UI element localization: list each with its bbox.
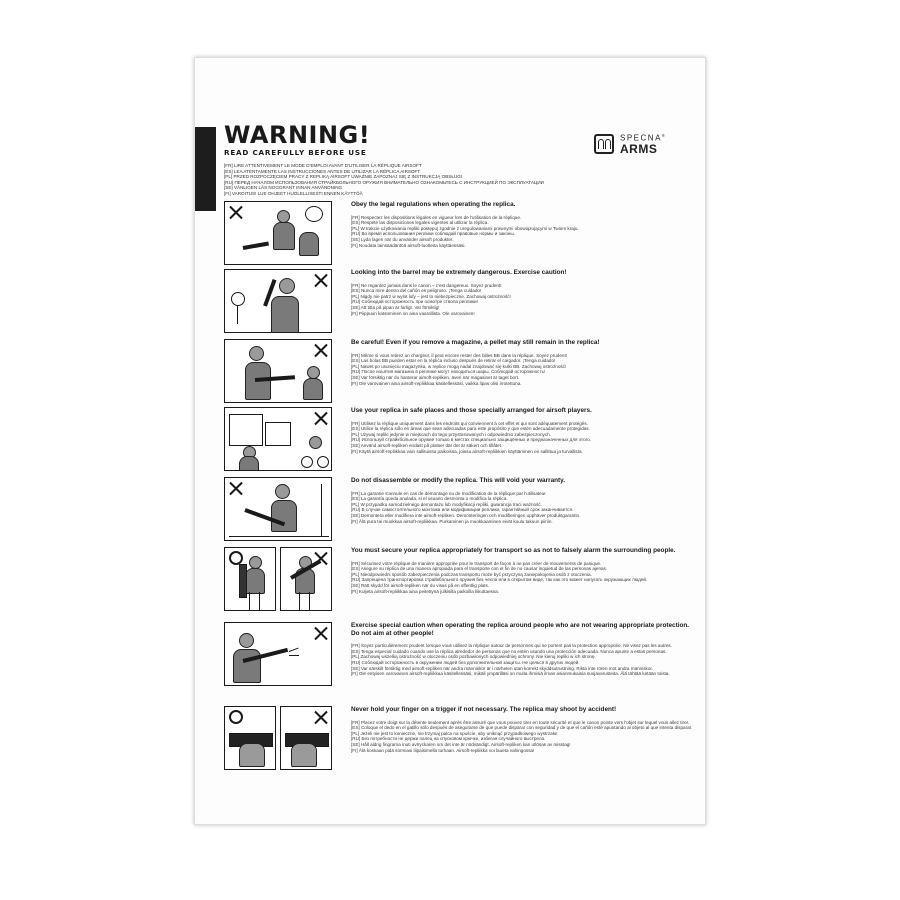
gun-case-icon: [239, 564, 247, 598]
rule-heading: Be careful! Even if you remove a magazine, a pellet may still remain in the replica!: [351, 339, 600, 346]
rule-text: [351, 269, 696, 316]
language-list: [224, 163, 694, 197]
rule-text: [351, 547, 696, 594]
rule-text: [351, 407, 696, 454]
illustration-panel: [224, 201, 332, 265]
language-line: [FI] VAROITUS! LUE OHJEET HUOLELLISESTI ENNEN KÄYTTÖÄ: [224, 190, 363, 196]
side-accent-bar: [195, 127, 216, 211]
rule-text: [351, 201, 696, 248]
rule-text: [351, 477, 696, 524]
brand-emblem-icon: [594, 134, 614, 154]
illustration-panel: [224, 269, 332, 333]
language-line: [SE] VÄNLIGEN LÄS NOGGRANT INNAN ANVÄNDNING: [224, 185, 343, 191]
illustration-barrel: [224, 269, 332, 333]
illustration-panel-allowed: [224, 706, 276, 770]
rule-translations: [FR] Sécurisez votre réplique de manière appropriée pour le transport de façon à ne pas créer de mouvements de panique. [ES] Asegure su réplica de una manera apropiada para el transporte con el fin de no causar inquietud de las personas ajenas. [PL] Nieodpowiedni sposób zabezpieczenia podczas transportu może być przyczyną zaniepokojenia osób z otoczenia. [RU] Запрещена транспортировка страйкбольного оружия без чехла или в открытом виде, так как это может напугать окружающих людей. [SE] Rätt skydd för airsoft-repliken när du visas på en offentlig plats. [FI] Kuljeta airsoft-repliikkaa aina peitettynä julkisilla paikoilla liikuttaessa.: [351, 560, 648, 594]
warning-title: WARNING!: [224, 121, 371, 149]
rule-translations: [FR] Ne regardez jamais dans le canon – c'est dangereux. Soyez prudent! [ES] Nunca mire dentro del cañón es peligroso. ¡Tenga cuidado! [PL] Nigdy nie patrz w wylot lufy – jest to niebezpieczne. Zachowaj ostrożność! [RU] Соблюдай осторожность при осмотре ствола реплики! [SE] Att titta på pipan är farligt. Var försiktig! [FI] Piippuun katsominen on aina vaarallista. Ole varovainen!: [351, 282, 511, 316]
brand-name-top: SPECNA®: [620, 133, 667, 143]
illustration-pellet: [224, 339, 332, 403]
illustration-panel-allowed: [224, 547, 276, 611]
prohibited-cross-icon: [314, 626, 328, 640]
police-badge-icon: [305, 206, 323, 222]
rule-heading: Use your replica in safe places and those specially arranged for airsoft players.: [351, 407, 592, 414]
hand-icon: [291, 743, 317, 767]
allowed-circle-icon: [229, 710, 243, 724]
brand-name-bottom: ARMS: [620, 142, 658, 156]
illustration-panel-prohibited: [280, 547, 332, 611]
rule-translations: [FR] Même si vous retirez un chargeur, il peut encore rester des billes BB dans la réplique. Soyez prudent! [ES] Las bolas BB pueden estar en la réplica incluso después de retirar el cargador. ¡Tenga cuidado! [PL] Nawet po usunięciu magazynka, w replice mogą nadal znajdować się kulki BB. Zachowaj ostrożność! [RU] После изъятия магазина в реплике могут находиться шары. Соблюдай осторожность! [SE] Var försiktig när du hanterar airsoft-repliken, även när magasinet är taget bort. [FI] Ole varovainen aina airsoft-repliikkaa käsitellessäsi, vaikka lipas olisi irrotettuna.: [351, 352, 568, 386]
rule-translations: [FR] Utilisez la réplique uniquement dans les endroits qui conviennent à cet effet et qui sont adéquatement protégés. [ES] Utilice la réplica sólo en áreas que sean adecuadas para este propósito y que estén adecuadamente protegidas. [PL] Używaj repliki jedynie w miejscach do tego przystosowanych i odpowiednio zabezpieczonych. [RU] Используй страйкбольное оружие только в местах специально защищённых и предназначенных для этого. [SE] Använd airsoft-repliken endast på platser där det är säkert och tillåtet. [FI] Käytä airsoft-repliikkaa vain sallituissa paikoissa, joissa airsoft-repliikkien käyttäminen on sallittua ja turvallista.: [351, 420, 592, 454]
illustration-trigger: [224, 706, 332, 770]
illustration-disassembly: [224, 477, 332, 541]
rule-heading: Do not disassemble or modify the replica. This will void your warranty.: [351, 477, 566, 484]
rule-text: [351, 706, 696, 753]
language-line: [ES] LEA ATENTAMENTE LAS INSTRUCCIONES ANTES DE UTILIZAR LA RÉPLICA AIRSOFT: [224, 168, 421, 174]
allowed-circle-icon: [229, 551, 243, 565]
hand-icon: [239, 743, 265, 767]
illustration-legal: [224, 201, 332, 265]
rule-translations: [FR] Placez votre doigt sur la détente seulement après être assuré que vous pouvez tirer en toute sécurité et que le canon pointe vers l'objet sur lequel vous allez tirer. [ES] Coloque el dedo en el gatillo sólo después de asegurarse de que puede disparar con seguridad y de que el cañón esté apuntando al objeto al que intenta disparar. [PL] Jeżeli nie jest to konieczne, nie trzymaj palca na spuście, aby uniknąć przypadkowego wystrzału! [RU] Без потребности не держи палец на спусковом крючке, избегая случайного выстрела. [SE] Håll aldrig fingrarna inuti avtryckaren om det inte är nödvändigt. Airsoft-repliken kan utlösas av misstag! [FI] Älä koskaan pidä sormiasi liipaisimella turhaan. Airsoft-repliikka voi laueta vahingossa!: [351, 719, 693, 753]
language-line: [FR] LIRE ATTENTIVEMENT LE MODE D'EMPLOI AVANT D'UTILISER LA RÉPLIQUE AIRSOFT: [224, 163, 422, 168]
rule-text: [351, 339, 696, 386]
building-icon: [265, 422, 291, 446]
illustration-panel: [224, 339, 332, 403]
rule-heading: Never hold your finger on a trigger if not necessary. The replica may shoot by accident!: [351, 706, 617, 713]
prohibited-cross-icon: [314, 343, 328, 357]
language-line: [PL] PRZED ROZPOCZĘCIEM PRACY Z REPLIKĄ AIRSOFT UWAŻNIE ZAPOZNAJ SIĘ Z INSTRUKCJĄ OBSŁUGI: [224, 174, 463, 180]
prohibited-cross-icon: [314, 710, 328, 724]
warning-subtitle: READ CAREFULLY BEFORE USE: [224, 148, 367, 157]
prohibited-cross-icon: [229, 481, 243, 495]
illustration-panel: [224, 407, 332, 471]
prohibited-cross-icon: [314, 411, 328, 425]
illustration-protection: [224, 622, 332, 686]
rule-heading: You must secure your replica appropriately for transport so as not to falsely alarm the surrounding people.: [351, 547, 676, 554]
bicycle-wheel-icon: [317, 456, 329, 468]
building-icon: [229, 414, 263, 446]
rule-translations: [FR] La garantie s'annule en cas de démontage ou de modification de la réplique par l'utilisateur. [ES] La garantía queda anulada, si el usuario desmonta o modifica la réplica. [PL] W przypadku samodzielnego demontażu lub modyfikacji repliki, gwarancja traci ważność. [RU] В случае самостоятельного монтажа или модификации реплики, гарантийный срок заканчивается. [SE] Demontera eller modifiera inte airsoft-repliken. Demonteringen och modifieringen upphäver produktgarantin. [FI] Älä pura tai muokkaa airsoft-repliikkaa. Purkaminen ja muokkaaminen eivät kuulu takuun piiriin.: [351, 490, 581, 524]
rule-text: [351, 622, 696, 677]
illustration-panel: [224, 477, 332, 541]
warning-sheet: [194, 57, 706, 825]
rule-heading: Obey the legal regulations when operating the replica.: [351, 201, 516, 208]
illustration-safe-places: [224, 407, 332, 471]
bicycle-wheel-icon: [301, 456, 313, 468]
rule-heading: Looking into the barrel may be extremely dangerous. Exercise caution!: [351, 269, 567, 276]
illustration-transport: [224, 547, 332, 611]
rule-heading: Exercise special caution when operating the replica around people who are not wearing appropriate protection. Do not aim at other people!: [351, 622, 690, 637]
prohibited-cross-icon: [314, 273, 328, 287]
target-icon: [231, 292, 245, 306]
rule-translations: [FR] Soyez particulièrement prudent lorsque vous utilisez la réplique autour de personnes qui ne portent pas la protection appropriée. Ne visez pas les autres. [ES] Tenga especial cuidado cuando use la réplica alrededor de personas que no estén usando una protección adecuada. Nunca apunte a estas personas. [PL] Zachowaj wszelką ostrożność w otoczeniu osób pozbawionych odpowiedniej ochrony. Nie kieruj repliki w ich stronę. [RU] Соблюдай осторожность в окружении людей без дополнительной защиты. Не целься в других людей. [SE] Var särskilt försiktig med airsoft-repliken när andra människor är i närheten utan korrekt skyddsutrustning. Rikta inte rören mot andra människor. [FI] Ole erityisen varovainen airsoft-repliikkaa käsitellessäsi, mikäli ympärilläsi on muita ihmisiä ilman asianmukaisia suojavarusteita. Älä tähtää ketään toista.: [351, 643, 672, 677]
rule-translations: [FR] Respectez les dispositions légales en vigueur lors de l'utilisation de la réplique. [ES] Respete las disposiciones legales vigentes al utilizar la réplica. [PL] W trakcie użytkowania repliki postępuj zgodnie z uregulowaniami prawnymi obowiązującymi w Twoim kraju. [RU] Во время использования реплики соблюдай правовые нормы и законы. [SE] Lyda lagen när du använder airsoft produkter. [FI] Noudata lainsäädäntöä airsoft-tuotteita käyttäessäsi.: [351, 214, 579, 248]
illustration-panel: [224, 622, 332, 686]
illustration-panel-prohibited: [280, 706, 332, 770]
language-line: [RU] ПЕРЕД НАЧАЛОМ ИСПОЛЬЗОВАНИЯ СТРАЙКБОЛЬНОГО ОРУЖИЯ ВНИМАТЕЛЬНО ОЗНАКОМЬТЕСЬ С ИНСТРУКЦИЕЙ ПО ЭКСПЛУАТАЦИИ: [224, 179, 544, 185]
prohibited-cross-icon: [229, 205, 243, 219]
brand-logo: [594, 131, 694, 157]
